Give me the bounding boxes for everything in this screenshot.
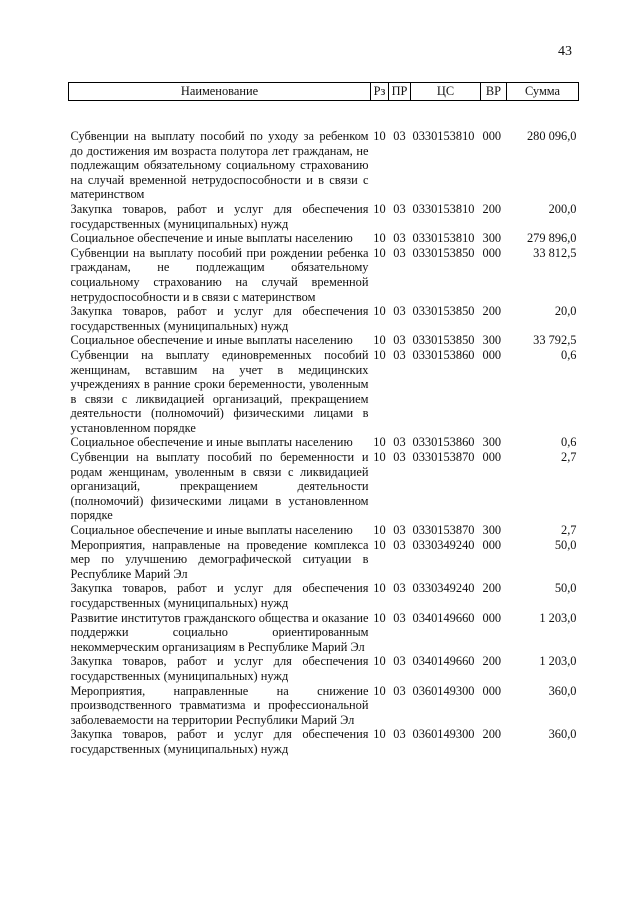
table-row — [69, 101, 579, 202]
cell-rz: 10 — [373, 333, 386, 348]
cell-pr: 03 — [393, 581, 406, 596]
cell-rz: 10 — [373, 245, 386, 260]
table-row — [69, 727, 579, 756]
cell-vr: 000 — [482, 245, 502, 260]
cell-rz: 10 — [373, 683, 386, 698]
cell-sum: 0,6 — [561, 347, 577, 362]
cell-sum: 280 096,0 — [526, 129, 577, 143]
table-row — [69, 304, 579, 333]
cell-vr: 200 — [482, 581, 502, 596]
table-row — [69, 435, 579, 450]
cell-vr: 200 — [482, 304, 502, 319]
cell-name: Социальное обеспечение и иные выплаты населению — [70, 333, 353, 348]
cell-rz: 10 — [373, 304, 386, 319]
cell-sum: 1 203,0 — [539, 654, 577, 669]
cell-cs: 0330153850 — [412, 333, 475, 348]
cell-cs: 0330349240 — [412, 581, 475, 596]
table-row — [69, 684, 579, 728]
cell-vr: 200 — [482, 201, 502, 216]
cell-pr: 03 — [393, 245, 406, 260]
cell-rz: 10 — [373, 347, 386, 362]
cell-cs: 0330153870 — [412, 450, 475, 465]
cell-rz: 10 — [373, 654, 386, 669]
table-row — [69, 654, 579, 683]
header-name: Наименование — [69, 83, 371, 101]
table-body — [69, 101, 579, 757]
cell-pr: 03 — [393, 523, 406, 538]
cell-pr: 03 — [393, 231, 406, 246]
cell-vr: 000 — [482, 683, 502, 698]
cell-vr: 000 — [482, 610, 502, 625]
table-row — [69, 523, 579, 538]
cell-name: Закупка товаров, работ и услуг для обеспечения государственных (муниципальных) нужд — [70, 654, 369, 683]
cell-name: Закупка товаров, работ и услуг для обеспечения государственных (муниципальных) нужд — [70, 581, 369, 610]
cell-pr: 03 — [393, 347, 406, 362]
cell-pr: 03 — [393, 610, 406, 625]
table-row — [69, 202, 579, 231]
cell-name: Закупка товаров, работ и услуг для обеспечения государственных (муниципальных) нужд — [70, 727, 369, 756]
cell-name: Социальное обеспечение и иные выплаты населению — [70, 435, 353, 450]
cell-rz: 10 — [373, 537, 386, 552]
cell-cs: 0360149300 — [412, 683, 475, 698]
cell-rz: 10 — [373, 610, 386, 625]
cell-sum: 2,7 — [561, 450, 577, 465]
cell-name: Субвенции на выплату единовременных пособий женщинам, вставшим на учет в медицинских учреждениях в ранние сроки беременности, уволенным в связи с ликвидацией организаций, прекращением деятельности (полномочий) физическими лицами в установленном порядке — [70, 347, 369, 435]
header-pr: ПР — [389, 83, 411, 101]
cell-cs: 0340149660 — [412, 610, 475, 625]
cell-cs: 0360149300 — [412, 727, 475, 742]
cell-vr: 300 — [482, 435, 502, 450]
cell-cs: 0330153810 — [412, 129, 475, 143]
cell-sum: 0,6 — [561, 435, 577, 450]
cell-vr: 300 — [482, 231, 502, 246]
cell-pr: 03 — [393, 333, 406, 348]
cell-name: Развитие институтов гражданского общества и оказание поддержки социально ориентированным некоммерческим организациям в Республике Марий Эл — [70, 610, 369, 654]
header-cs: ЦС — [411, 83, 481, 101]
cell-pr: 03 — [393, 450, 406, 465]
cell-cs: 0330153810 — [412, 231, 475, 246]
table-row — [69, 611, 579, 655]
table-row — [69, 538, 579, 582]
cell-sum: 33 792,5 — [533, 333, 577, 348]
cell-sum: 360,0 — [548, 727, 577, 742]
cell-rz: 10 — [373, 435, 386, 450]
cell-pr: 03 — [393, 129, 406, 143]
cell-name: Социальное обеспечение и иные выплаты населению — [70, 523, 353, 538]
table-row — [69, 246, 579, 304]
cell-sum: 33 812,5 — [533, 245, 577, 260]
cell-rz: 10 — [373, 231, 386, 246]
cell-cs: 0330153850 — [412, 304, 475, 319]
cell-name: Субвенции на выплату пособий по беременности и родам женщинам, уволенным в связи с ликвидацией организаций, прекращением деятельности (полномочий) физическими лицами в установленном порядке — [70, 450, 369, 523]
cell-name: Мероприятия, направленые на проведение комплекса мер по улучшению демографической ситуации в Республике Марий Эл — [70, 537, 369, 581]
cell-sum: 2,7 — [561, 523, 577, 538]
cell-sum: 360,0 — [548, 683, 577, 698]
budget-table — [68, 82, 579, 757]
cell-cs: 0330153850 — [412, 245, 475, 260]
cell-rz: 10 — [373, 727, 386, 742]
cell-name: Социальное обеспечение и иные выплаты населению — [70, 231, 353, 246]
table-row — [69, 348, 579, 436]
header-vr: ВР — [481, 83, 507, 101]
table-row — [69, 231, 579, 246]
cell-cs: 0330153860 — [412, 347, 475, 362]
cell-pr: 03 — [393, 683, 406, 698]
cell-vr: 300 — [482, 333, 502, 348]
cell-name: Субвенции на выплату пособий при рождении ребенка гражданам, не подлежащим обязательному социальному страхованию на случай временной нетрудоспособности и в связи с материнством — [70, 245, 369, 304]
cell-rz: 10 — [373, 129, 386, 143]
cell-cs: 0330153860 — [412, 435, 475, 450]
cell-sum: 20,0 — [554, 304, 577, 319]
page-number: 43 — [558, 44, 572, 59]
cell-rz: 10 — [373, 201, 386, 216]
cell-pr: 03 — [393, 537, 406, 552]
cell-name: Закупка товаров, работ и услуг для обеспечения государственных (муниципальных) нужд — [70, 201, 369, 231]
cell-sum: 50,0 — [554, 581, 577, 596]
cell-rz: 10 — [373, 523, 386, 538]
cell-cs: 0330349240 — [412, 537, 475, 552]
cell-sum: 279 896,0 — [526, 231, 577, 246]
cell-pr: 03 — [393, 727, 406, 742]
header-sum: Сумма — [507, 83, 579, 101]
cell-name: Субвенции на выплату пособий по уходу за ребенком до достижения им возраста полутора лет гражданам, не подлежащим обязательному социальному страхованию на случай временной нетрудоспособности и в связи с материнством — [70, 129, 369, 202]
header-rz: Рз — [371, 83, 389, 101]
cell-cs: 0330153870 — [412, 523, 475, 538]
cell-vr: 000 — [482, 537, 502, 552]
cell-sum: 1 203,0 — [539, 610, 577, 625]
cell-rz: 10 — [373, 450, 386, 465]
cell-pr: 03 — [393, 654, 406, 669]
cell-pr: 03 — [393, 435, 406, 450]
cell-vr: 000 — [482, 347, 502, 362]
cell-vr: 200 — [482, 727, 502, 742]
cell-cs: 0330153810 — [412, 201, 475, 216]
cell-vr: 300 — [482, 523, 502, 538]
table-header — [69, 83, 579, 101]
cell-name: Мероприятия, направленные на снижение производственного травматизма и профессиональной заболеваемости на территории Республики Марий Эл — [70, 683, 369, 727]
cell-vr: 000 — [482, 129, 502, 143]
cell-sum: 50,0 — [554, 537, 577, 552]
cell-name: Закупка товаров, работ и услуг для обеспечения государственных (муниципальных) нужд — [70, 304, 369, 333]
cell-vr: 000 — [482, 450, 502, 465]
table-row — [69, 450, 579, 523]
cell-sum: 200,0 — [548, 201, 577, 216]
table-row — [69, 581, 579, 610]
cell-pr: 03 — [393, 201, 406, 216]
cell-vr: 200 — [482, 654, 502, 669]
cell-rz: 10 — [373, 581, 386, 596]
cell-cs: 0340149660 — [412, 654, 475, 669]
cell-pr: 03 — [393, 304, 406, 319]
table-row — [69, 333, 579, 348]
